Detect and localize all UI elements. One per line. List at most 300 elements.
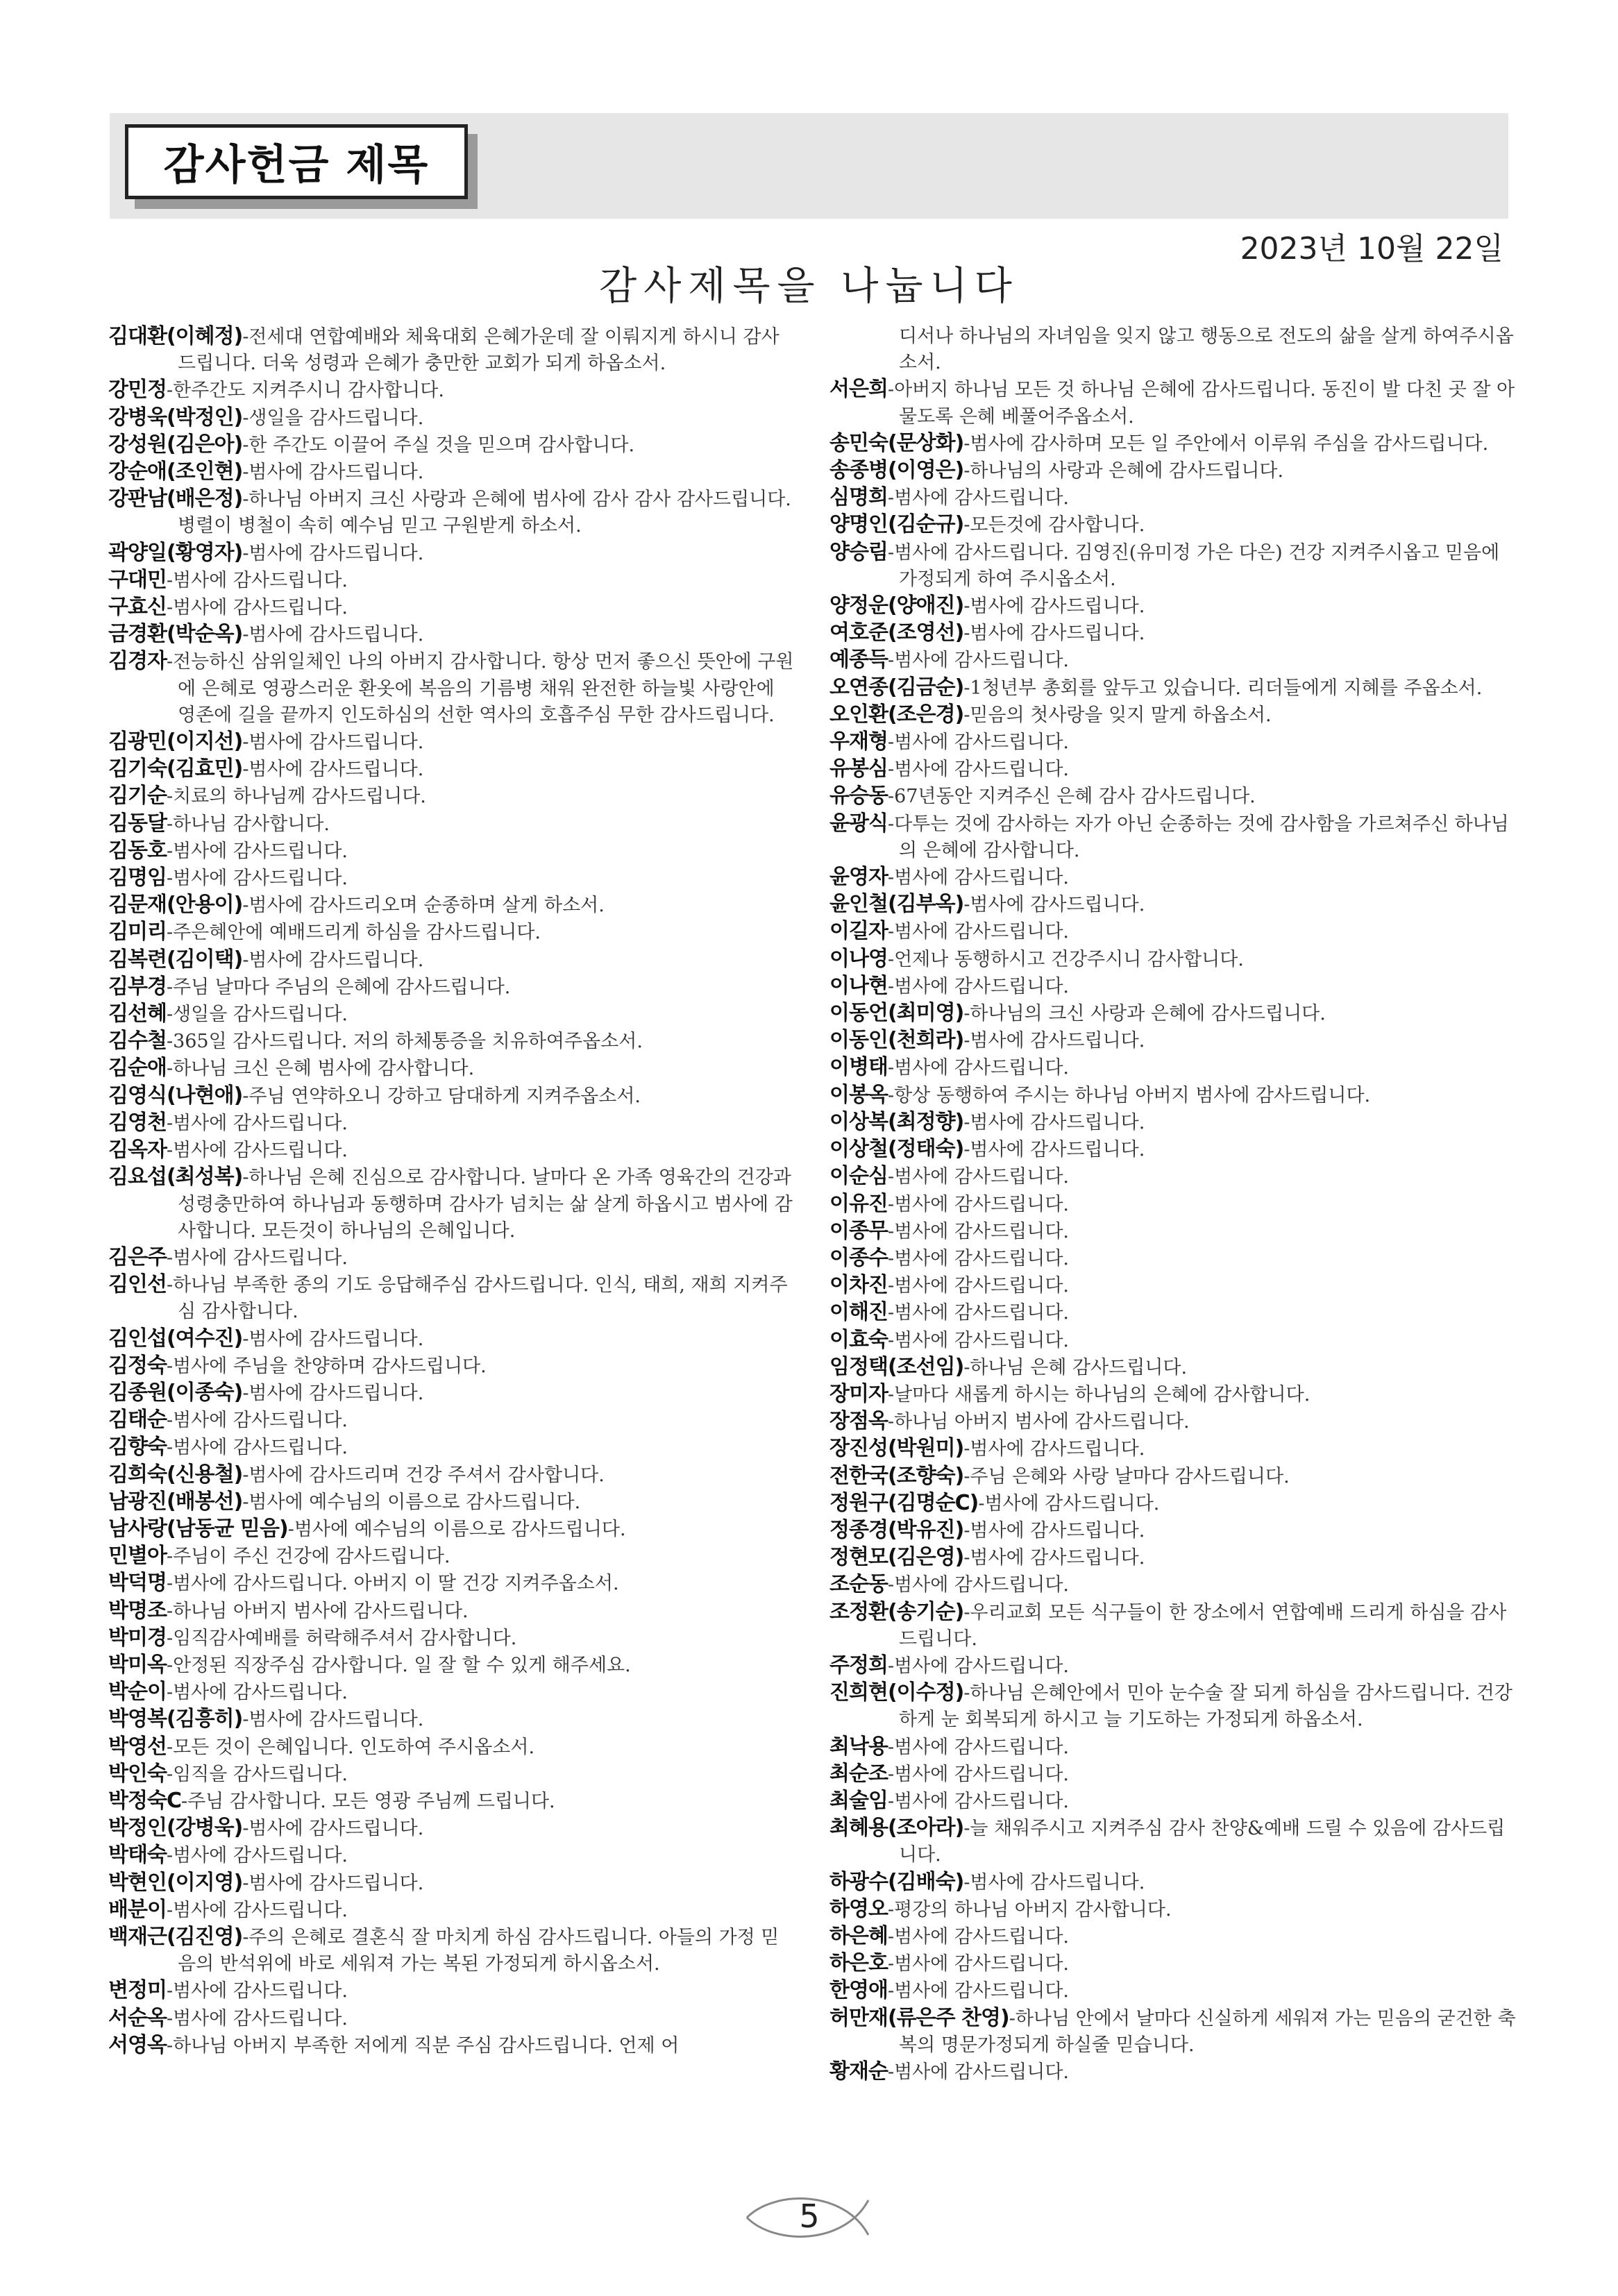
thanks-text: -우리교회 모든 식구들이 한 장소에서 연합예배 드리게 하심을 감사드립니다. (899, 1601, 1507, 1650)
thanks-text: -범사에 감사드립니다. (887, 1980, 1069, 2002)
thanks-text: -한주간도 지켜주시니 감사합니다. (166, 380, 444, 402)
thanksgiving-entry (829, 1734, 1517, 1761)
thanksgiving-entry (829, 539, 1517, 593)
thanksgiving-entry (108, 756, 795, 783)
thanksgiving-entry (108, 1407, 795, 1434)
page-title: 감사헌금 제목 (163, 141, 430, 189)
donor-name: 서영옥 (108, 2032, 167, 2057)
donor-name: 변정미 (108, 1978, 167, 2003)
thanks-text: -범사에 감사드립니다. (963, 894, 1145, 916)
donor-name: 남사랑(남동균 믿음) (108, 1516, 288, 1541)
donor-name: 박정숙C (108, 1788, 181, 1813)
thanks-text: -범사에 감사드리오며 순종하며 살게 하소서. (242, 895, 605, 917)
donor-name: 서은희 (829, 377, 888, 402)
thanks-text: -범사에 감사드립니다. (887, 1220, 1069, 1242)
donor-name: 이길자 (829, 919, 888, 944)
donor-name: 허만재(류은주 찬영) (829, 2005, 1009, 2030)
thanks-text: -하나님 은혜안에서 민아 눈수술 잘 되게 하심을 감사드립니다. 건강하게 눈 회복되게 하시고 늘 기도하는 가정되게 하옵소서. (899, 1682, 1512, 1731)
donor-name: 김태순 (108, 1408, 167, 1433)
donor-name: 이상철(정태숙) (829, 1137, 964, 1162)
thanks-text: -범사에 감사드립니다. (166, 1845, 348, 1867)
thanks-text: -안정된 직장주심 감사합니다. 일 잘 할 수 있게 해주세요. (166, 1654, 631, 1676)
thanksgiving-entry (829, 729, 1517, 756)
donor-name: 정원구(김명순C) (829, 1490, 979, 1515)
donor-name: 김요섭(최성복) (108, 1165, 243, 1190)
thanks-text: -하나님 안에서 날마다 신실하게 세워져 가는 믿음의 굳건한 축복의 명문가정되게 하실줄 믿습니다. (899, 2007, 1516, 2056)
donor-name: 윤영자 (829, 865, 888, 890)
thanksgiving-entry (829, 1191, 1517, 1218)
page-number: 5 (799, 2197, 820, 2235)
issue-date: 2023년 10월 22일 (1240, 231, 1503, 267)
thanksgiving-entry (829, 1599, 1517, 1653)
donor-name: 주정희 (829, 1653, 888, 1678)
thanksgiving-entry (108, 1543, 795, 1570)
thanks-text: -언제나 동행하시고 건강주시니 감사합니다. (887, 948, 1244, 970)
thanksgiving-entry (108, 2005, 795, 2032)
thanksgiving-entry (829, 973, 1517, 1000)
thanks-text: -범사에 감사드립니다. (887, 1329, 1069, 1351)
donor-name: 최혜용(조아라) (829, 1816, 964, 1841)
left-column (108, 323, 795, 2059)
thanks-text: -범사에 감사드립니다. (978, 1492, 1160, 1514)
thanks-text: -범사에 감사드립니다. (166, 1247, 348, 1269)
thanks-text: -범사에 감사드립니다. (242, 462, 424, 484)
donor-name: 백재근(김진영) (108, 1924, 243, 1949)
donor-name: 최술임 (829, 1788, 888, 1813)
thanks-text: -범사에 감사드립니다. (963, 1438, 1145, 1460)
thanksgiving-entry (108, 1055, 795, 1082)
thanksgiving-entry (108, 1679, 795, 1706)
thanks-text: -범사에 주님을 찬양하며 감사드립니다. (166, 1355, 487, 1377)
thanksgiving-entry (108, 405, 795, 432)
donor-name: 김복련(김이택) (108, 947, 243, 972)
section-subtitle: 감사제목을 나눕니다 (599, 264, 1019, 309)
thanks-text: -생일을 감사드립니다. (166, 1004, 348, 1026)
thanks-text: -범사에 감사드립니다. (887, 1763, 1069, 1785)
donor-name: 이종수 (829, 1245, 888, 1270)
thanks-text: -하나님 아버지 범사에 감사드립니다. (887, 1411, 1190, 1433)
thanksgiving-entry (829, 1299, 1517, 1326)
donor-name: 강병욱(박정인) (108, 405, 243, 430)
donor-name: 김동달 (108, 811, 167, 836)
thanksgiving-entry (108, 865, 795, 892)
donor-name: 강순애(조인현) (108, 459, 243, 484)
thanksgiving-entry (829, 1082, 1517, 1109)
donor-name: 강판남(배은정) (108, 487, 243, 512)
thanksgiving-entry (108, 1353, 795, 1380)
thanks-text: -범사에 감사드립니다. (887, 921, 1069, 943)
donor-name: 김순애 (108, 1056, 167, 1081)
donor-name: 이병태 (829, 1055, 888, 1080)
thanks-text: -범사에 감사드립니다. (887, 975, 1069, 997)
thanksgiving-entry (829, 811, 1517, 864)
thanksgiving-entry (108, 1137, 795, 1164)
thanks-text: -모든 것이 은혜입니다. 인도하여 주시옵소서. (166, 1736, 535, 1758)
thanks-text: -범사에 감사드립니다. (963, 596, 1145, 618)
donor-name: 송민숙(문상화) (829, 430, 964, 455)
thanks-text: -범사에 감사드립니다. (963, 1871, 1145, 1893)
thanksgiving-entry (829, 430, 1517, 457)
thanks-text: -범사에 감사드립니다. (963, 1030, 1145, 1052)
thanksgiving-entry (108, 783, 795, 810)
thanksgiving-entry (829, 1923, 1517, 1950)
donor-name: 예종득 (829, 648, 888, 673)
donor-name: 유승동 (829, 784, 888, 809)
donor-name: 박현인(이지영) (108, 1870, 243, 1895)
thanksgiving-entry (108, 1570, 795, 1597)
thanks-text: -주님 감사합니다. 모든 영광 주님께 드립니다. (180, 1790, 555, 1812)
thanks-text: -하나님의 크신 사랑과 은혜에 감사드립니다. (963, 1003, 1326, 1025)
thanksgiving-entry (108, 1462, 795, 1489)
donor-name: 하은혜 (829, 1923, 888, 1948)
thanks-text: -범사에 감사드립니다. (963, 1547, 1145, 1569)
donor-name: 양정운(양애진) (829, 593, 964, 618)
thanksgiving-entry (829, 1680, 1517, 1733)
thanksgiving-entry (108, 2032, 795, 2059)
thanksgiving-entry (108, 1244, 795, 1272)
donor-name: 한영애 (829, 1978, 888, 2003)
thanks-text: -범사에 감사드립니다. (242, 542, 424, 564)
donor-name: 조순동 (829, 1572, 888, 1597)
donor-name: 이해진 (829, 1300, 888, 1325)
thanksgiving-entry (829, 783, 1517, 810)
thanksgiving-entry (829, 1761, 1517, 1788)
thanks-text: -하나님 아버지 크신 사랑과 은혜에 범사에 감사 감사 감사드립니다. 병렬이 병철이 속히 예수님 믿고 구원받게 하소서. (178, 489, 791, 537)
thanks-text: -범사에 감사드립니다. (166, 868, 348, 890)
thanksgiving-entry (829, 647, 1517, 674)
thanksgiving-entry (829, 1435, 1517, 1462)
donor-name: 김인섭(여수진) (108, 1326, 243, 1351)
thanks-text: -범사에 감사드립니다. (242, 1872, 424, 1894)
thanks-text: -범사에 감사드립니다. (887, 1057, 1069, 1079)
donor-name: 김정숙 (108, 1353, 167, 1378)
thanksgiving-entry (108, 621, 795, 648)
thanks-text: -범사에 감사드립니다. (963, 1519, 1145, 1542)
thanksgiving-entry (108, 974, 795, 1001)
thanksgiving-entry (829, 593, 1517, 620)
donor-name: 곽양일(황영자) (108, 540, 243, 565)
thanks-text: -범사에 감사드립니다. (166, 2007, 348, 2029)
donor-name: 김문재(안용이) (108, 893, 243, 918)
donor-name: 박미경 (108, 1625, 167, 1650)
thanksgiving-entry (108, 919, 795, 946)
donor-name: 이동인(천희라) (829, 1028, 964, 1053)
thanks-text: -주님 날마다 주님의 은혜에 감사드립니다. (166, 976, 511, 998)
thanks-text: -범사에 감사드립니다. (242, 949, 424, 971)
thanks-text: -범사에 감사드립니다. (242, 1709, 424, 1731)
thanksgiving-entry (829, 376, 1517, 430)
donor-name: 김부경 (108, 974, 167, 999)
thanksgiving-entry (829, 1354, 1517, 1381)
donor-name: 정종경(박유진) (829, 1517, 964, 1542)
thanks-text: -범사에 감사드립니다. (166, 1437, 348, 1459)
thanksgiving-entry (829, 1869, 1517, 1896)
thanksgiving-entry (829, 1109, 1517, 1136)
thanks-text: -하나님 은혜 감사드립니다. (963, 1356, 1188, 1378)
thanksgiving-entry (829, 1218, 1517, 1245)
donor-name: 김희숙(신용철) (108, 1462, 243, 1487)
donor-name: 오인환(조은경) (829, 702, 964, 727)
thanks-text: -늘 채워주시고 지켜주심 감사 찬양&예배 드릴 수 있음에 감사드립니다. (899, 1818, 1506, 1866)
thanks-text: -범사에 감사드립니다. 김영진(유미정 가은 다은) 건강 지켜주시옵고 믿음에 가정되게 하여 주시옵소서. (887, 541, 1500, 590)
donor-name: 배분이 (108, 1897, 167, 1922)
thanksgiving-entry (829, 756, 1517, 783)
donor-name: 김옥자 (108, 1138, 167, 1163)
donor-name: 최낙용 (829, 1734, 888, 1759)
thanks-text: -범사에 감사드리며 건강 주셔서 감사합니다. (242, 1464, 605, 1486)
thanksgiving-entry (108, 1083, 795, 1110)
thanksgiving-entry (108, 1652, 795, 1679)
thanksgiving-entry (829, 1977, 1517, 2004)
thanksgiving-entry (829, 512, 1517, 539)
thanksgiving-entry (108, 323, 795, 377)
donor-name: 서순옥 (108, 2005, 167, 2030)
thanksgiving-entry (108, 594, 795, 621)
thanks-text: -범사에 감사드립니다. (166, 1899, 348, 1921)
donor-name: 박순이 (108, 1680, 167, 1705)
donor-name: 오연종(김금순) (829, 675, 964, 700)
thanksgiving-entry (829, 1327, 1517, 1354)
donor-name: 윤인철(김부옥) (829, 892, 964, 917)
thanksgiving-entry (108, 1516, 795, 1543)
thanks-text: -전능하신 삼위일체인 나의 아버지 감사합니다. 항상 먼저 좋으신 뜻안에 구원에 은혜로 영광스러운 환옷에 복음의 기름병 채워 완전한 하늘빛 사랑안에 영존에 길을 끝까지 인도하심의 선한 역사의 호흡주심 무한 감사드립니다. (166, 651, 794, 726)
thanks-text: -주님 연약하오니 강하고 담대하게 지켜주옵소서. (242, 1085, 641, 1107)
thanksgiving-entry (108, 1842, 795, 1869)
thanks-text: -범사에 감사드립니다. (242, 1328, 424, 1350)
thanks-text: -범사에 감사드립니다. (887, 1574, 1069, 1596)
thanks-text: -항상 동행하여 주시는 하나님 아버지 범사에 감사드립니다. (887, 1084, 1371, 1106)
thanks-text: -범사에 감사드립니다. (887, 1790, 1069, 1812)
donor-name: 유봉심 (829, 757, 888, 782)
thanks-text: -하나님 크신 은혜 범사에 감사합니다. (166, 1058, 475, 1080)
donor-name: 장점옥 (829, 1409, 888, 1434)
donor-name: 김인선 (108, 1272, 167, 1297)
thanksgiving-entry (829, 2005, 1517, 2059)
thanks-text: -범사에 감사드립니다. (963, 1111, 1145, 1133)
donor-name: 구효신 (108, 595, 167, 620)
thanks-text: -범사에 감사드립니다. (166, 1140, 348, 1162)
thanks-text: -범사에 감사드립니다. (242, 624, 424, 646)
thanks-text: -주은혜안에 예배드리게 하심을 감사드립니다. (166, 922, 541, 944)
thanksgiving-entry (108, 486, 795, 539)
thanksgiving-entry (829, 1517, 1517, 1544)
donor-name: 양승림 (829, 539, 888, 564)
thanks-text: -범사에 감사드립니다. (963, 1139, 1145, 1161)
thanksgiving-entry (108, 892, 795, 919)
thanks-text: -하나님 아버지 범사에 감사드립니다. (166, 1600, 469, 1622)
thanksgiving-entry (829, 1950, 1517, 1977)
donor-name: 김동호 (108, 838, 167, 863)
thanks-text: -하나님의 사랑과 은혜에 감사드립니다. (963, 460, 1284, 482)
thanksgiving-entry (829, 1896, 1517, 1923)
thanksgiving-entry (829, 1408, 1517, 1435)
thanks-text: -평강의 하나님 아버지 감사합니다. (887, 1898, 1172, 1921)
thanks-text: -하나님 부족한 종의 기도 응답해주심 감사드립니다. 인식, 태희, 재희 지켜주심 감사합니다. (166, 1274, 788, 1323)
donor-name: 하영오 (829, 1896, 888, 1921)
donor-name: 박정인(강병욱) (108, 1816, 243, 1841)
donor-name: 강성원(김은아) (108, 432, 243, 457)
thanks-text: -믿음의 첫사랑을 잊지 말게 하옵소서. (963, 704, 1272, 726)
donor-name: 김미리 (108, 920, 167, 945)
thanks-text: -범사에 감사드립니다. (887, 1193, 1069, 1215)
thanksgiving-entry (829, 1544, 1517, 1571)
thanksgiving-entry (108, 377, 795, 404)
thanks-text: -범사에 감사드립니다. (887, 1953, 1069, 1975)
donor-name: 양명인(김순규) (829, 512, 964, 537)
donor-name: 김향숙 (108, 1435, 167, 1460)
donor-name: 김선혜 (108, 1002, 167, 1027)
thanks-text: -범사에 감사드립니다. (887, 487, 1069, 509)
thanks-text: -범사에 감사드립니다. (166, 597, 348, 619)
donor-name: 이동언(최미영) (829, 1001, 964, 1026)
donor-name: 김영식(나현애) (108, 1083, 243, 1108)
thanksgiving-entry (108, 729, 795, 756)
thanksgiving-entry (108, 1977, 795, 2004)
thanks-text: -주의 은혜로 결혼식 잘 마치게 하심 감사드립니다. 아들의 가정 믿음의 반석위에 바로 세워져 가는 복된 가정되게 하시옵소서. (178, 1926, 779, 1975)
donor-name: 김대환(이혜정) (108, 324, 243, 348)
thanks-text: -범사에 감사드립니다. (166, 840, 348, 862)
thanksgiving-entry (829, 1245, 1517, 1272)
thanks-text: -67년동안 지켜주신 은혜 감사 감사드립니다. (887, 786, 1256, 808)
thanks-text: -주님 은혜와 사랑 날마다 감사드립니다. (963, 1465, 1290, 1487)
thanks-text: -범사에 감사드립니다. (887, 759, 1069, 781)
thanks-text: -범사에 예수님의 이름으로 감사드립니다. (287, 1518, 626, 1540)
thanks-text: -365일 감사드립니다. 저의 하체통증을 치유하여주옵소서. (166, 1031, 643, 1053)
thanksgiving-entry (829, 1027, 1517, 1054)
thanksgiving-entry (108, 1434, 795, 1461)
thanks-text: -임직을 감사드립니다. (166, 1763, 348, 1785)
donor-name: 임정택(조선임) (829, 1354, 964, 1379)
donor-name: 윤광식 (829, 811, 888, 836)
thanks-text: -날마다 새롭게 하시는 하나님의 은혜에 감사합니다. (887, 1383, 1311, 1406)
thanksgiving-entry (829, 1272, 1517, 1299)
right-column (829, 323, 1517, 2086)
donor-name: 박영복(김흥히) (108, 1707, 243, 1732)
donor-name: 강민정 (108, 378, 167, 403)
donor-name: 최순조 (829, 1761, 888, 1786)
thanks-text: -범사에 예수님의 이름으로 감사드립니다. (242, 1491, 581, 1513)
thanks-text: -범사에 감사드립니다. (887, 1166, 1069, 1188)
thanksgiving-entry (108, 567, 795, 594)
thanks-text: -모든것에 감사합니다. (963, 514, 1145, 537)
thanks-text: -범사에 감사드립니다. (887, 1275, 1069, 1297)
thanks-text: -하나님 은혜 진심으로 감사합니다. 날마다 온 가족 영육간의 건강과 성령충만하여 하나님과 동행하며 감사가 넘치는 삶 살게 하옵시고 범사에 감사합니다. 모든것이 하나님의 은혜입니다. (178, 1167, 793, 1242)
thanksgiving-entry (108, 1815, 795, 1842)
donor-name: 김은주 (108, 1244, 167, 1269)
donor-name: 장미자 (829, 1381, 888, 1406)
thanksgiving-entry (829, 1653, 1517, 1680)
donor-name: 이순심 (829, 1164, 888, 1189)
thanksgiving-entry (829, 1490, 1517, 1517)
thanks-text: -범사에 감사드립니다. (166, 1682, 348, 1704)
thanksgiving-entry (829, 702, 1517, 729)
thanksgiving-entry (108, 1734, 795, 1761)
thanks-text: -범사에 감사드립니다. (166, 569, 348, 591)
thanksgiving-entry (829, 1054, 1517, 1081)
continued-entry-text: 디서나 하나님의 자녀임을 잊지 않고 행동으로 전도의 삶을 살게 하여주시옵소서. (899, 326, 1514, 374)
thanks-text: -범사에 감사드립니다. (963, 623, 1145, 645)
thanks-text: -범사에 감사드립니다. (166, 1410, 348, 1432)
donor-name: 우재형 (829, 729, 888, 754)
thanksgiving-entry (108, 811, 795, 838)
thanksgiving-entry (108, 1001, 795, 1028)
thanksgiving-entry (108, 1272, 795, 1325)
thanks-text: -범사에 감사드립니다. (887, 1925, 1069, 1948)
donor-name: 김기숙(김효민) (108, 757, 243, 782)
thanksgiving-entry (108, 1028, 795, 1055)
donor-name: 진희현(이수정) (829, 1680, 964, 1705)
thanksgiving-entry (108, 459, 795, 486)
donor-name: 이상복(최정향) (829, 1109, 964, 1134)
thanks-text: -한 주간도 이끌어 주실 것을 믿으며 감사합니다. (242, 434, 635, 456)
thanks-text: -범사에 감사드립니다. (887, 2061, 1069, 2083)
thanksgiving-entry (108, 1924, 795, 1977)
thanks-text: -범사에 감사하며 모든 일 주안에서 이루워 주심을 감사드립니다. (963, 432, 1489, 455)
thanksgiving-entry (829, 864, 1517, 891)
thanks-text: -범사에 감사드립니다. (887, 1302, 1069, 1324)
donor-name: 금경환(박순옥) (108, 622, 243, 647)
thanksgiving-entry (829, 1788, 1517, 1815)
donor-name: 박인숙 (108, 1761, 167, 1786)
thanksgiving-entry (829, 891, 1517, 918)
thanks-text: -아버지 하나님 모든 것 하나님 은혜에 감사드립니다. 동진이 발 다친 곳 잘 아물도록 은혜 베풀어주옵소서. (887, 379, 1515, 428)
thanksgiving-entry (829, 946, 1517, 973)
thanksgiving-entry (829, 620, 1517, 647)
thanks-text: -하나님 감사합니다. (166, 813, 330, 835)
thanks-text: -1청년부 총회를 앞두고 있습니다. 리더들에게 지혜를 주옵소서. (963, 677, 1483, 699)
donor-name: 김수철 (108, 1029, 167, 1054)
thanks-text: -다투는 것에 감사하는 자가 아닌 순종하는 것에 감사함을 가르쳐주신 하나님의 은혜에 감사합니다. (887, 813, 1509, 861)
thanks-text: -범사에 감사드립니다. (166, 1980, 348, 2002)
donor-name: 이효숙 (829, 1327, 888, 1352)
thanksgiving-entry (108, 1598, 795, 1625)
thanks-text: -범사에 감사드립니다. (887, 1655, 1069, 1677)
donor-name: 박명조 (108, 1598, 167, 1623)
donor-name: 이종무 (829, 1218, 888, 1243)
donor-name: 이봉옥 (829, 1082, 888, 1107)
thanksgiving-entry (108, 432, 795, 459)
thanksgiving-entry (829, 1463, 1517, 1490)
thanks-text: -전세대 연합예배와 체육대회 은혜가운데 잘 이뤄지게 하시니 감사드립니다. 더욱 성령과 은혜가 충만한 교회가 되게 하옵소서. (178, 326, 779, 375)
donor-name: 남광진(배봉선) (108, 1489, 243, 1514)
thanksgiving-entry (829, 675, 1517, 702)
thanksgiving-entry (829, 1381, 1517, 1408)
thanks-text: -하나님 아버지 부족한 저에게 직분 주심 감사드립니다. 언제 어 (166, 2034, 680, 2057)
thanksgiving-entry (108, 648, 795, 729)
thanksgiving-entry (108, 1380, 795, 1407)
thanksgiving-entry (108, 838, 795, 865)
donor-name: 박태숙 (108, 1843, 167, 1868)
thanksgiving-entry (108, 1625, 795, 1652)
thanksgiving-entry (108, 1761, 795, 1788)
donor-name: 이나현 (829, 973, 888, 998)
thanksgiving-entry (829, 1815, 1517, 1868)
thanksgiving-entry (829, 1000, 1517, 1027)
thanks-text: -범사에 감사드립니다. (166, 1112, 348, 1134)
thanksgiving-entry (108, 540, 795, 567)
thanks-text: -범사에 감사드립니다. (242, 1818, 424, 1840)
thanksgiving-entry (108, 1164, 795, 1244)
thanksgiving-entry (108, 1788, 795, 1815)
donor-name: 정현모(김은영) (829, 1545, 964, 1570)
donor-name: 조정환(송기순) (829, 1599, 964, 1624)
thanks-text: -범사에 감사드립니다. (242, 1382, 424, 1404)
thanks-text: -임직감사예배를 허락해주셔서 감사합니다. (166, 1627, 517, 1649)
thanksgiving-entry (108, 947, 795, 974)
thanks-text: -범사에 감사드립니다. (887, 732, 1069, 754)
donor-name: 여호준(조영선) (829, 621, 964, 645)
thanksgiving-entry (829, 1163, 1517, 1190)
